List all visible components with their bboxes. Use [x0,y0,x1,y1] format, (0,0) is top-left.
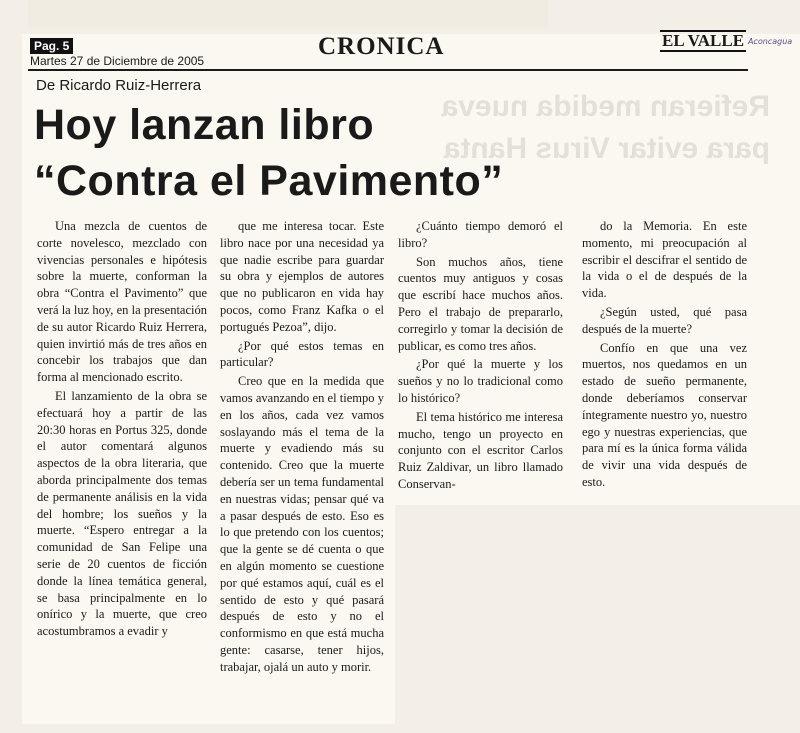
paragraph: Creo que en la medida que vamos avanzando en el tiempo y en los años, cada vez vamos soslayando más el tema de la muerte y evadiendo más su contenido. Creo que la muerte debería ser un tema fundamental en nuestras vidas; pensar qué va a pasar después de esto. Eso es lo que pretendo con los cuentos; que la gente se dé cuenta o que en algún momento se cuestione por qué estamos aquí, cuál es el sentido de esto y qué pasará después de esto y no el conformismo en que está mucha gente: casarse, tener hijos, trabajar, ojalá un auto y morir. [220,374,384,674]
bleed-through-line-2: para evitar Virus Hanta [443,132,770,165]
paragraph: El lanzamiento de la obra se efectuará hoy a partir de las 20:30 horas en Portus 325, donde el autor comentará algunos aspectos de la obra literaria, que aborda principalmente dos temas de permanente análisis en la vida del hombre; los sueños y la muerte. “Espero entregar a la comunidad de San Felipe una serie de 20 cuentos de ficción donde la línea temática general, se basa principalmente en lo onírico y la muerte, que creo acostumbramos a evadir y [37,388,207,639]
question: ¿Por qué la muerte y los sueños y no lo tradicional como lo histórico? [398,357,563,405]
publication-date: Martes 27 de Diciembre de 2005 [30,54,205,68]
bleed-through-line-1: Refieran medida nueva [441,90,770,123]
paragraph: Son muchos años, tiene cuentos muy antiguos y cosas que escribí hace muchos años. Pero el trabajo de prepararlo, corregirlo y tomar la decisión de publicar, es como tres años. [398,254,563,353]
page-number-badge: Pag. 5 [30,38,73,54]
headline [34,97,674,209]
question: ¿Según usted, qué pasa después de la muerte? [582,304,747,336]
article-column-2 [220,218,384,676]
section-title: CRONICA [318,33,445,60]
article-column-1 [37,218,207,640]
paragraph: que me interesa tocar. Este libro nace por una necesidad ya que nadie escribe para guardar su obra y ejemplos de autores que no publicaron en vida hay pocos, como Franz Kafka o el portugués Pezoa”, dijo. [220,219,384,334]
clipping-cut-area [395,505,800,733]
newspaper-logo: EL VALLE [662,31,745,50]
scan-top-strip [28,0,548,28]
header-rule [28,69,748,71]
byline: De Ricardo Ruiz-Herrera [36,77,202,94]
question: ¿Por qué estos temas en particular? [220,338,384,370]
headline-line-1: Hoy lanzan libro [34,101,375,149]
handwritten-note: Aconcagua [748,37,793,46]
paragraph: El tema histórico me interesa mucho, tengo un proyecto en conjunto con el escritor Carlos Ruiz Zaldivar, un libro llamado Conservan- [398,409,563,491]
paragraph: do la Memoria. En este momento, mi preocupación al escribir el descifrar el sentido de la vida o el de después de la vida. [582,219,747,301]
paragraph: Confío en que una vez muertos, nos quedamos en un estado de sueño permanente, donde deberíamos conservar íntegramente nuestro yo, nuestro ego y nuestras experiencias, que para mí es la única forma válida de vivir una vida después de esto. [582,340,747,489]
question: ¿Cuánto tiempo demoró el libro? [398,219,563,250]
article-column-4 [582,218,747,491]
headline-line-2: “Contra el Pavimento” [34,157,504,205]
paragraph: Una mezcla de cuentos de corte novelesco, mezclado con vivencias personales e hipótesis sobre la muerte, conforman la obra “Contra el Pavimento” que verá la luz hoy, en la presentación de su autor Ricardo Ruiz Herrera, quien invirtió más de tres años en concebir los trabajos que dan forma al mencionado escrito. [37,219,207,385]
article-column-3 [398,218,563,493]
